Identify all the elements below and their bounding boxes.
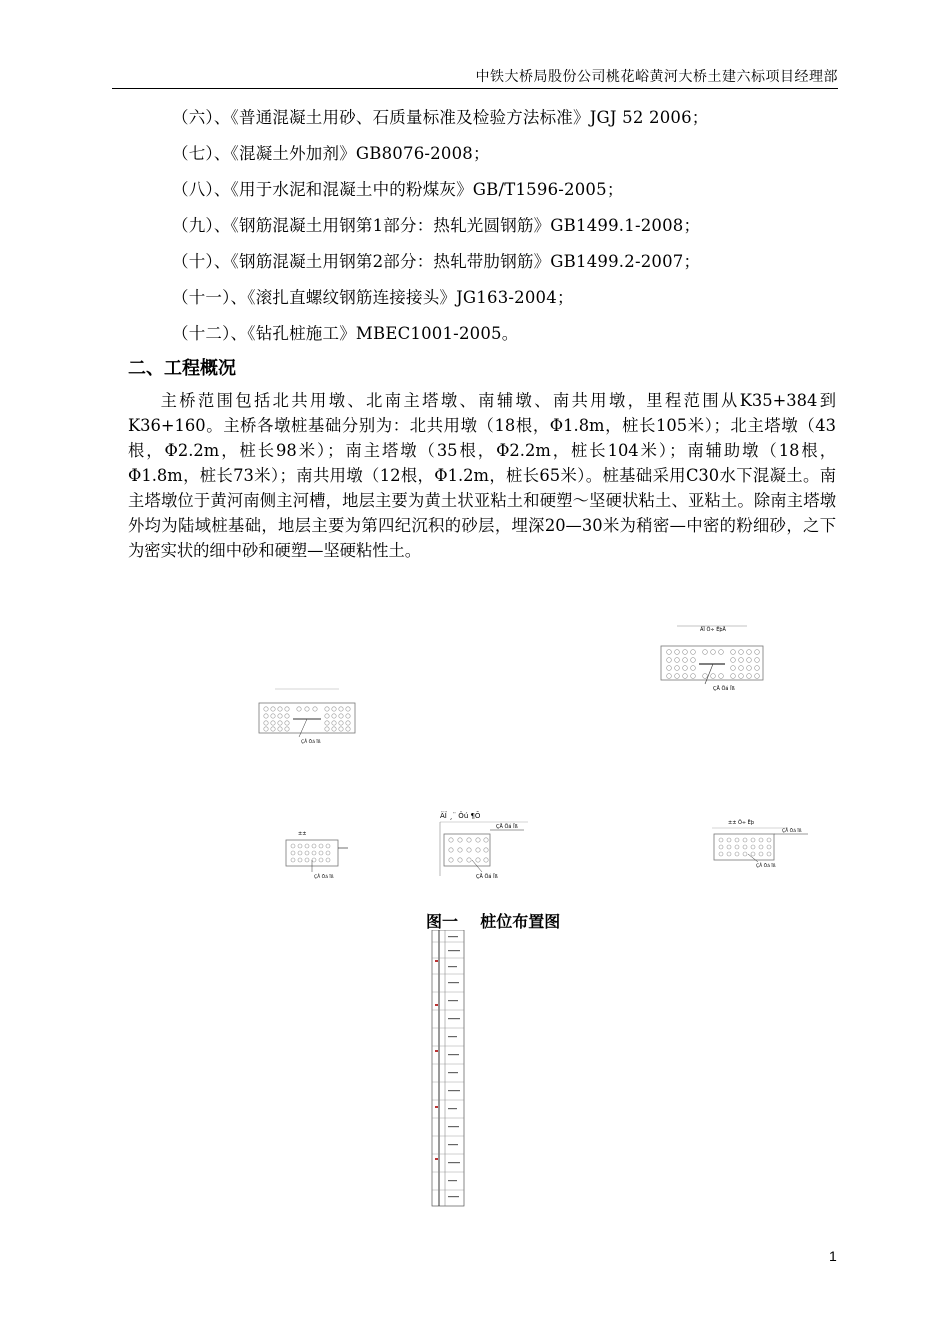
pile-layout-drawing-center [436,808,532,882]
drawing-label: ÇÅ Öá Ïß [713,686,735,692]
header-divider [112,88,838,89]
drawing-label: ÇÅ Öá Ïß [301,740,321,745]
page-number: 1 [829,1248,837,1264]
standard-item: （六）、《普通混凝土用砂、石质量标准及检验方法标准》JGJ 52 2006； [172,108,709,127]
drawing-label: ±± Ö÷ Ëþ [728,820,755,826]
pile-elevation-strip-drawing [431,930,467,1212]
drawing-label: ÇÅ Öá Ïß [782,829,802,834]
drawing-label: ÄÏ Ö÷ ËþÅ [700,627,726,633]
standard-item: （七）、《混凝土外加剂》GB8076-2008； [172,144,490,163]
standard-item: （八）、《用于水泥和混凝土中的粉煤灰》GB/T1596-2005； [172,180,624,199]
standard-item: （九）、《钢筋混凝土用钢第1部分：热轧光圆钢筋》GB1499.1-2008； [172,216,701,235]
pile-layout-drawing-left [255,685,359,745]
overview-text: 主桥范围包括北共用墩、北南主塔墩、南辅墩、南共用墩，里程范围从K35+384到K36+160。主桥各墩桩基础分别为：北共用墩（18根，Φ1.8m，桩长105米）；北主塔墩（43根，Φ2.2m，桩长98米）；南主塔墩（35根，Φ2.2m，桩长104米）；南辅助墩（18根，Φ1.8m，桩长73米）；南共用墩（12根，Φ1.2m，桩长65米）。桩基础采用C30水下混凝土。南主塔墩位于黄河南侧主河槽，地层主要为黄土状亚粘土和硬塑～坚硬状粘土、亚粘土。除南主塔墩外均为陆域桩基础，地层主要为第四纪沉积的砂层，埋深20—30米为稍密—中密的粉细砂，之下为密实状的细中砂和硬塑—坚硬粘性土。 [128,391,836,560]
drawing-label: ±± [298,831,307,837]
drawing-label: ÇÅ Öá Ïß [756,864,776,868]
project-overview-paragraph [128,388,836,563]
pile-layout-drawing-small-left [282,826,352,882]
pile-layout-drawing-top-right [655,622,765,694]
section-title: 二、工程概况 [128,358,236,379]
drawing-label: ÇÅ Öá Ïß [496,824,518,830]
standard-item: （十二）、《钻孔桩施工》MBEC1001-2005。 [172,324,519,343]
drawing-label: ÇÅ Öá Ïß [476,874,498,880]
pile-layout-drawing-right [708,816,812,868]
drawing-label: ÄÏ ¸¨ Öú ¶Õ [440,812,481,820]
figure-caption: 图一 桩位布置图 [426,912,561,931]
standard-item: （十）、《钢筋混凝土用钢第2部分：热轧带肋钢筋》GB1499.2-2007； [172,252,701,271]
drawing-label: ÇÅ Öá Ïß [314,875,334,880]
standard-item: （十一）、《滚扎直螺纹钢筋连接接头》JG163-2004； [172,288,574,307]
page-header: 中铁大桥局股份公司桃花峪黄河大桥土建六标项目经理部 [475,69,838,85]
